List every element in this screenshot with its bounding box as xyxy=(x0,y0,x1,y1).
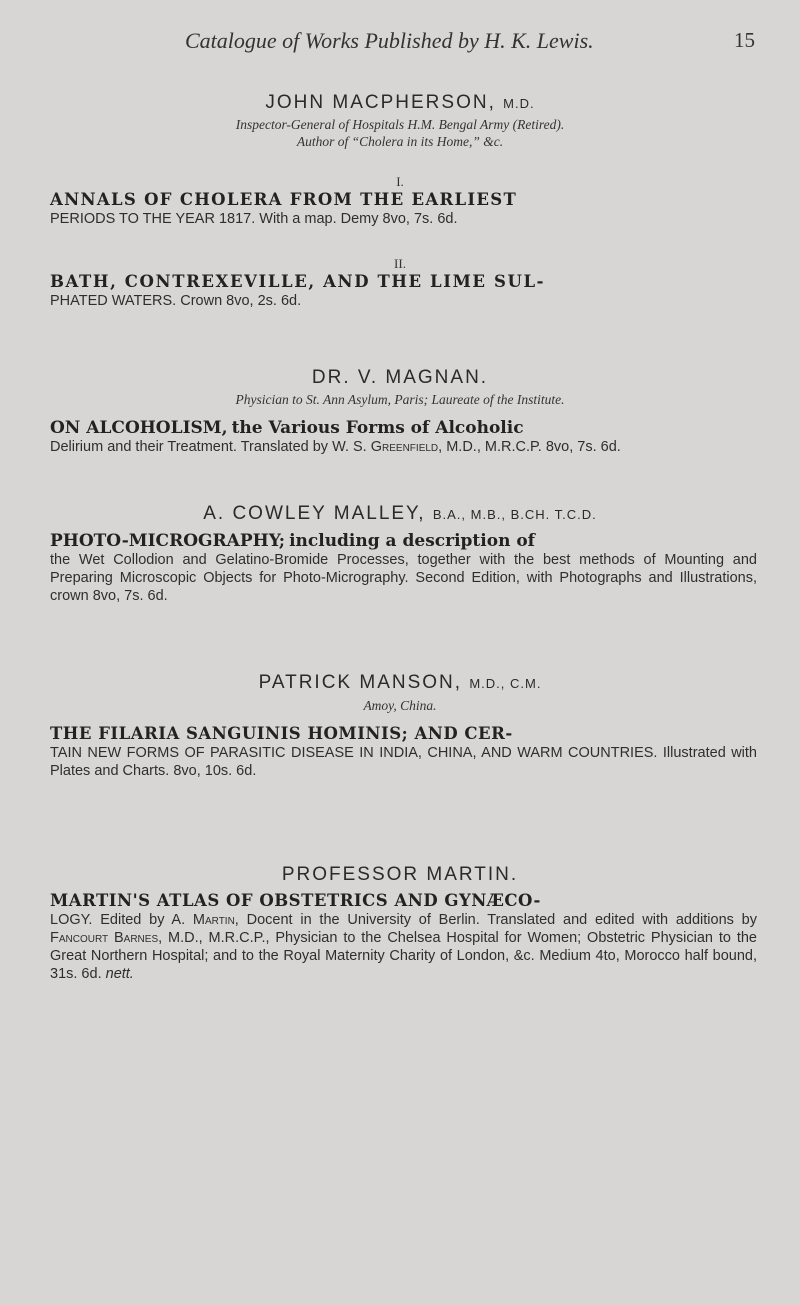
work-title: MARTIN'S ATLAS OF OBSTETRICS AND GYNÆCO- xyxy=(50,891,541,910)
work-entry xyxy=(50,892,757,983)
work-entry xyxy=(50,532,757,605)
work-details: PHATED WATERS. Crown 8vo, 2s. 6d. xyxy=(50,293,302,309)
work-details: the Wet Collodion and Gelatino-Bromide Processes, together with the best methods of Mounting and Preparing Microscopic Objects for Photo-Micrography. Second Edition, with Photographs and Illustrations, crown 8vo, 7s. 6d. xyxy=(50,552,757,604)
author-heading xyxy=(0,92,800,114)
work-details: LOGY. Edited by A. xyxy=(50,912,186,928)
translator-name: Greenfield, xyxy=(370,439,443,455)
work-entry xyxy=(50,725,757,780)
work-numeral: II. xyxy=(394,256,406,271)
author-heading xyxy=(0,503,800,525)
work-numeral: I. xyxy=(396,174,404,189)
author-name: JOHN MACPHERSON, xyxy=(265,92,496,113)
author-heading xyxy=(0,367,800,389)
author-name: DR. V. MAGNAN. xyxy=(311,367,489,388)
editor-name: Martin, xyxy=(192,912,239,928)
work-details: Delirium and their Treatment. Translated by W. S. xyxy=(50,439,367,455)
work-title: PHOTO-MICROGRAPHY; xyxy=(50,531,286,551)
author-name: PROFESSOR MARTIN. xyxy=(281,864,519,885)
author-heading xyxy=(0,864,800,886)
author-name: A. COWLEY MALLEY, xyxy=(203,503,426,524)
author-subtitle: Inspector-General of Hospitals H.M. Bengal Army (Retired). xyxy=(235,117,565,132)
author-subtitle: Physician to St. Ann Asylum, Paris; Laureate of the Institute. xyxy=(235,392,565,407)
work-entry xyxy=(50,419,757,456)
page-number: 15 xyxy=(734,28,755,52)
work-entry xyxy=(50,191,757,228)
author-qualifications: B.A., M.B., B.CH. T.C.D. xyxy=(432,507,597,522)
work-details: M.D., M.R.C.P., Physician to the Chelsea Hospital for Women; Obstetric Physician to the Great Northern Hospital; and to the Royal Maternity Charity of London, &c. Medium 4to, Morocco half bound, 31s. 6d. xyxy=(50,930,757,982)
author-subtitle: Author of “Cholera in its Home,” &c. xyxy=(296,134,504,149)
translator-name: Fancourt Barnes, xyxy=(50,930,163,946)
work-title-continued: the Various Forms of Alcoholic xyxy=(231,418,524,438)
work-details: M.D., M.R.C.P. 8vo, 7s. 6d. xyxy=(446,439,621,455)
price-note: nett. xyxy=(105,966,134,982)
work-title: BATH, CONTREXEVILLE, AND THE LIME SUL- xyxy=(50,272,546,291)
work-details: TAIN NEW FORMS OF PARASITIC DISEASE IN INDIA, CHINA, AND WARM COUNTRIES. Illustrated with Plates and Charts. 8vo, 10s. 6d. xyxy=(50,745,757,779)
work-details: PERIODS TO THE YEAR 1817. With a map. Demy 8vo, 7s. 6d. xyxy=(50,211,458,227)
work-title: ANNALS OF CHOLERA FROM THE EARLIEST xyxy=(50,190,518,209)
work-title-continued: including a description of xyxy=(289,531,535,551)
running-title: Catalogue of Works Published by H. K. Lewis. xyxy=(185,28,594,53)
work-details: Docent in the University of Berlin. Translated and edited with additions by xyxy=(246,912,757,928)
work-title: ON ALCOHOLISM, xyxy=(50,418,228,438)
author-qualifications: M.D. xyxy=(503,96,535,111)
author-heading xyxy=(0,672,800,694)
author-name: PATRICK MANSON, xyxy=(258,672,463,693)
work-entry xyxy=(50,273,757,310)
work-title: THE FILARIA SANGUINIS HOMINIS; AND CER- xyxy=(50,724,513,743)
author-qualifications: M.D., C.M. xyxy=(469,676,542,691)
author-subtitle: Amoy, China. xyxy=(363,698,437,713)
